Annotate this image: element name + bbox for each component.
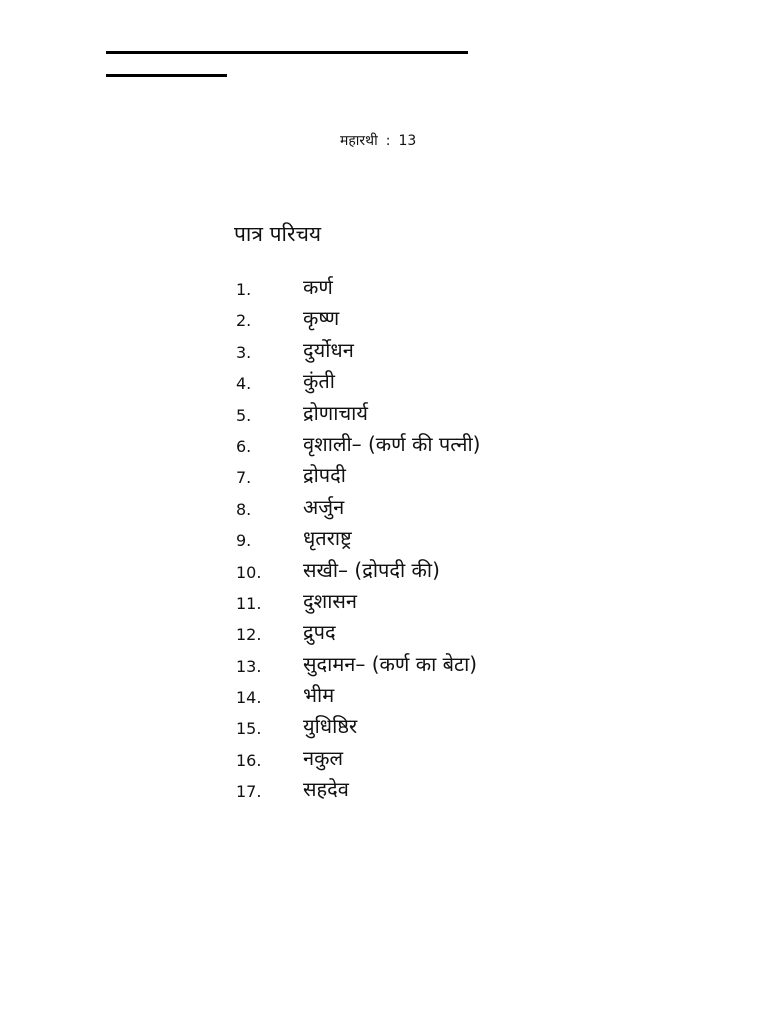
list-item-name: द्रोणाचार्य [303,400,368,425]
list-item-number: 16. [236,750,262,770]
list-item-name: सुदामन– (कर्ण का बेटा) [303,651,478,676]
list-item-name: वृशाली– (कर्ण की पत्नी) [303,431,481,456]
list-item-number: 13. [236,656,262,676]
list-item-name: द्रुपद [303,620,336,645]
list-item-number: 15. [236,719,262,739]
list-item-name: अर्जुन [303,494,345,519]
list-item-name: सहदेव [303,777,349,802]
running-header [340,131,416,150]
list-item-name: सखी– (द्रोपदी की) [303,557,440,582]
list-item-name: धृतराष्ट्र [303,526,352,551]
list-item-number: 11. [236,593,262,613]
list-item-number: 9. [236,531,252,551]
page-number: 13 [398,133,417,149]
list-item-name: भीम [303,683,335,708]
list-item-name: कुंती [303,369,335,394]
list-item-name: कृष्ण [303,306,340,331]
section-title: पात्र परिचय [234,222,322,246]
list-item-name: दुर्योधन [303,337,354,362]
top-rule-short [106,74,227,77]
list-item-name: द्रोपदी [303,463,346,488]
list-item-number: 2. [236,311,252,331]
list-item-number: 14. [236,688,262,708]
list-item-name: कर्ण [303,275,333,299]
list-item-number: 1. [236,280,252,299]
top-rule-long [106,51,468,54]
list-item-number: 5. [236,405,252,425]
header-label: महारथी [340,133,378,149]
list-item-number: 17. [236,782,262,802]
list-item-number: 12. [236,625,262,645]
list-item-number: 10. [236,562,262,582]
list-item-number: 7. [236,468,252,488]
list-item-number: 4. [236,374,252,394]
list-item-number: 8. [236,499,252,519]
list-item-number: 3. [236,342,252,362]
list-item-name: युधिष्ठिर [303,714,358,739]
list-item-name: नकुल [303,745,344,770]
list-item-number: 6. [236,436,252,456]
header-separator: : [385,133,391,149]
list-item-name: दुशासन [303,588,358,613]
